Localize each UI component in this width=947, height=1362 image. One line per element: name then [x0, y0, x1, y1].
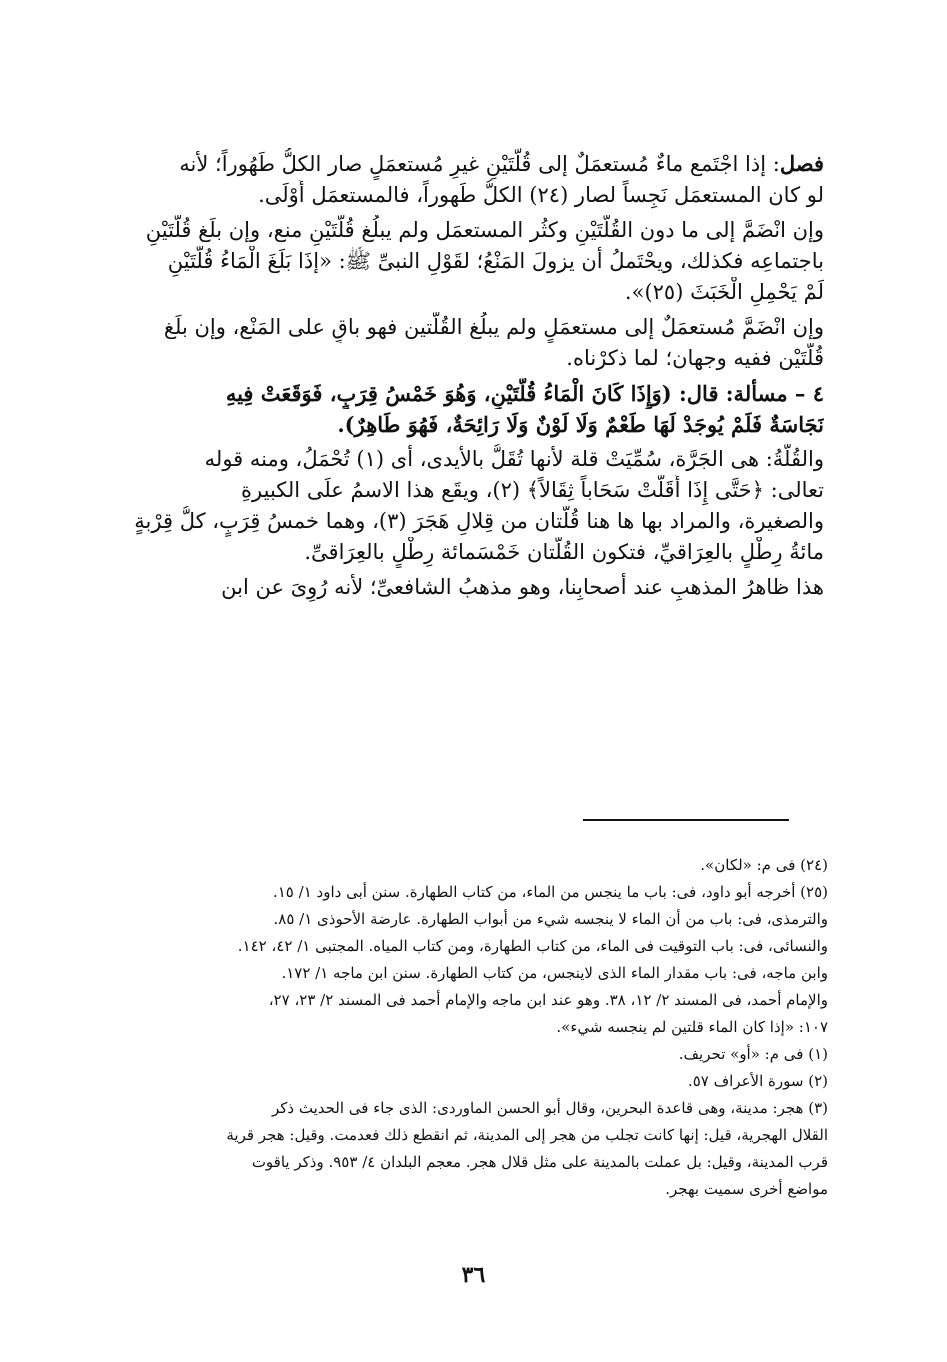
footnote-line: قرب المدينة، وقيل: بل عملت بالمدينة على مثل قلال هجر. معجم البلدان ٤/ ٩٥٣. وذكر ياقوت — [251, 1153, 828, 1171]
footnote-line: والترمذى، فى: باب من أن الماء لا ينجسه شيء من أبواب الطهارة. عارضة الأحوذى ١/ ٨٥. — [273, 910, 828, 928]
text-line: فصل: إذا اجْتَمع ماءٌ مُستعمَلٌ إلى قُلَّتَيْنِ غيرِ مُستعمَلٍ صار الكلُّ طَهُوراً؛ لأنه — [179, 151, 824, 176]
footnote-line: (٣) هجر: مدينة، وهى قاعدة البحرين، وقال أبو الحسن الماوردى: الذى جاء فى الحديث ذكر — [271, 1099, 828, 1117]
masala-4 — [118, 378, 824, 440]
footnote-line: وابن ماجه، فى: باب مقدار الماء الذى لاينجس، من كتاب الطهارة. سنن ابن ماجه ١/ ١٧٢. — [281, 964, 828, 982]
text-line: والصغيرة، والمراد بها ها هنا قُلَّتان من قِلالِ هَجَرَ (٣)، وهما خمسُ قِرَبٍ، كلُّ قِرْبةٍ — [134, 509, 824, 533]
footnote-line: (١) فى م: «أو» تحريف. — [678, 1045, 828, 1063]
text-line: باجتماعِه فكذلك، ويحْتَملُ أن يزولَ المَنْعُ؛ لقَوْلِ النبىِّ ﷺ: «إذَا بَلَغَ الْمَاءُ قُلَّتَيْنِ — [167, 249, 824, 273]
paragraph-2 — [118, 215, 824, 308]
footnote-line: (٢) سورة الأعراف ٥٧. — [687, 1072, 828, 1090]
text-line: مائةُ رِطْلٍ بالعِرَاقيِّ، فتكون القُلَّتان خَمْسَمائة رِطْلٍ بالعِرَاقىِّ. — [304, 540, 824, 564]
footnotes — [118, 852, 828, 1203]
footnote-line: (٢٥) أخرجه أبو داود، فى: باب ما ينجس من الماء، من كتاب الطهارة. سنن أبى داود ١/ ١٥. — [272, 883, 828, 901]
text-line-bold: نَجَاسَةٌ فَلَمْ يُوجَدْ لَهَا طَعْمٌ وَلَا لَوْنٌ وَلَا رَائِحَةٌ، فَهُوَ طَاهِرٌ). — [337, 412, 824, 437]
footnote-line: القلال الهجرية، قيل: إنها كانت تجلب من هجر إلى المدينة، ثم انقطع ذلك فعدمت. وقيل: هجر قرية — [226, 1126, 828, 1144]
text-line: لو كان المستعمَل نَجِساً لصار (٢٤) الكلُّ طَهوراً، فالمستعمَل أَوْلَى. — [258, 183, 824, 207]
paragraph-6 — [118, 572, 824, 603]
text-line: هذا ظاهرُ المذهبِ عند أصحابِنا، وهو مذهبُ الشافعىِّ؛ لأنه رُوِىَ عن ابن — [221, 575, 824, 599]
page-number: ٣٦ — [461, 1262, 486, 1288]
text-line-bold: ٤ – مسألة: قال: (وَإِذَا كَانَ الْمَاءُ قُلَّتَيْنِ، وَهُوَ خَمْسُ قِرَبٍ، فَوَقَعَتْ فِيهِ — [225, 381, 824, 406]
footnote-line: والنسائى، فى: باب التوقيت فى الماء، من كتاب الطهارة، ومن كتاب المياه. المجتبى ١/ ٤٢، ١٤٢. — [237, 937, 828, 955]
section-label: فصل — [779, 151, 824, 176]
footnote-line: مواضع أخرى سميت بهجر. — [665, 1180, 828, 1198]
text-line: تعالى: ﴿حَتَّى إِذَا أَقَلَّتْ سَحَاباً ثِقَالاً﴾ (٢)، ويقَع هذا الاسمُ علَى الكبيرةِ — [241, 478, 824, 502]
footnote-line: (٢٤) فى م: «لكان». — [700, 856, 828, 874]
text-line: والقُلَّةُ: هى الجَرَّة، سُمِّيَتْ قلة لأنها تُقَلُّ بالأيدى، أى (١) تُحْمَلُ، ومنه قوله — [204, 447, 824, 471]
text-line: قُلَّتَيْن ففيه وجهان؛ لما ذكرْناه. — [566, 346, 824, 370]
text-line: وإن انْضَمَّ إلى ما دون القُلَّتَيْنِ وكثُر المستعمَل ولم يبلُغ قُلَّتَيْنِ منع، وإن بلَغ قُلَّتَيْنِ — [145, 218, 824, 242]
footnote-line: ١٠٧: «إذا كان الماء قلتين لم ينجسه شيء». — [556, 1018, 828, 1036]
paragraph-fasl — [118, 148, 824, 211]
footnote-separator — [583, 819, 789, 821]
main-text — [118, 148, 824, 607]
paragraph-3 — [118, 312, 824, 374]
footnote-line: والإمام أحمد، فى المسند ٢/ ١٢، ٣٨. وهو عند ابن ماجه والإمام أحمد فى المسند ٢/ ٢٣، ٢٧، — [268, 991, 828, 1009]
text-line: وإن انْضَمَّ مُستعمَلٌ إلى مستعمَلٍ ولم يبلُغ القُلَّتين فهو باقٍ على المَنْع، وإن بلَغ — [163, 315, 824, 339]
paragraph-qulla — [118, 444, 824, 568]
text-line: لَمْ يَحْمِلِ الْخَبَثَ (٢٥)». — [624, 280, 824, 304]
